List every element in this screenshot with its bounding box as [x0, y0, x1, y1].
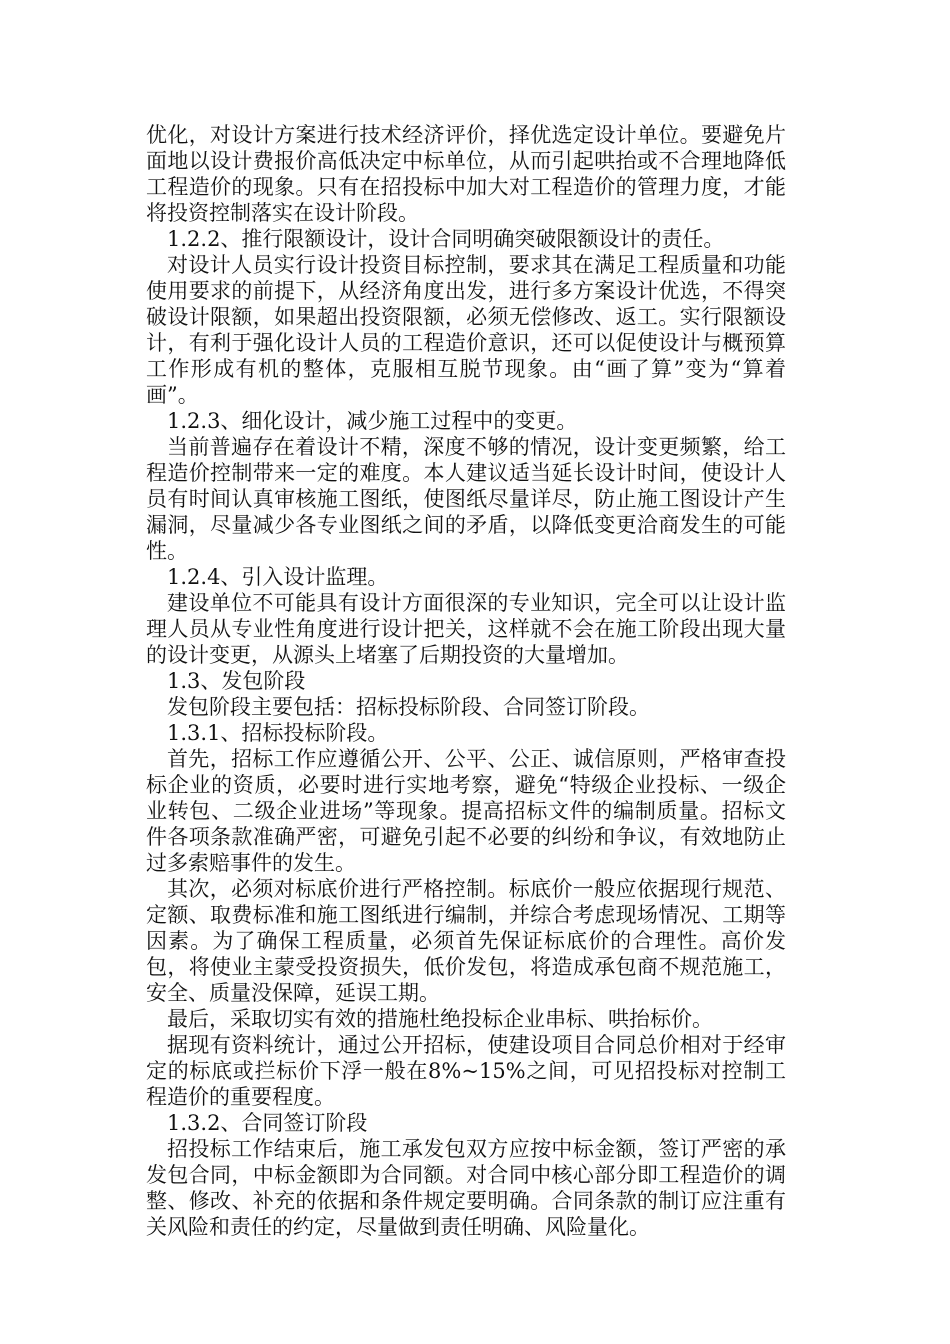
paragraph-bidding-first: 首先，招标工作应遵循公开、公平、公正、诚信原则，严格审查投标企业的资质，必要时进行实地考察，避免“特级企业投标、一级企业转包、二级企业进场”等现象。提高招标文件的编制质量。招标文件各项条款准确严密，可避免引起不必要的纠纷和争议，有效地防止过多索赔事件的发生。	[146, 747, 786, 875]
paragraph-statistics: 据现有资料统计，通过公开招标，使建设项目合同总价相对于经审定的标底或拦标价下浮一般在8%~15%之间，可见招投标对控制工程造价的重要程度。	[146, 1033, 786, 1109]
paragraph-bidding-last: 最后，采取切实有效的措施杜绝投标企业串标、哄抬标价。	[167, 1007, 713, 1031]
paragraph-detailed-design: 当前普遍存在着设计不精，深度不够的情况，设计变更频繁，给工程造价控制带来一定的难度。本人建议适当延长设计时间，使设计人员有时间认真审核施工图纸，使图纸尽量详尽，防止施工图设计产生漏洞，尽量减少各专业图纸之间的矛盾，以降低变更洽商发生的可能性。	[146, 435, 786, 563]
heading-1-2-2: 1.2.2、推行限额设计，设计合同明确突破限额设计的责任。	[167, 227, 725, 251]
heading-1-2-3: 1.2.3、细化设计，减少施工过程中的变更。	[167, 409, 578, 433]
paragraph-limit-design: 对设计人员实行设计投资目标控制，要求其在满足工程质量和功能使用要求的前提下，从经济角度出发，进行多方案设计优选，不得突破设计限额，如果超出投资限额，必须无偿修改、返工。实行限额设计，有利于强化设计人员的工程造价意识，还可以促使设计与概预算工作形成有机的整体，克服相互脱节现象。由“画了算”变为“算着画”。	[146, 253, 786, 407]
paragraph-contract-signing: 招投标工作结束后，施工承发包双方应按中标金额，签订严密的承发包合同，中标金额即为合同额。对合同中核心部分即工程造价的调整、修改、补充的依据和条件规定要明确。合同条款的制订应注重有关风险和责任的约定，尽量做到责任明确、风险量化。	[146, 1137, 786, 1239]
heading-1-3-2: 1.3.2、合同签订阶段	[167, 1111, 368, 1135]
heading-1-3: 1.3、发包阶段	[167, 669, 306, 693]
document-page	[146, 122, 786, 1240]
paragraph-bidding-second: 其次，必须对标底价进行严格控制。标底价一般应依据现行规范、定额、取费标准和施工图纸进行编制，并综合考虑现场情况、工期等因素。为了确保工程质量，必须首先保证标底价的合理性。高价发包，将使业主蒙受投资损失，低价发包，将造成承包商不规范施工，安全、质量没保障，延误工期。	[146, 877, 786, 1005]
heading-1-2-4: 1.2.4、引入设计监理。	[167, 565, 389, 589]
paragraph-design-supervision: 建设单位不可能具有设计方面很深的专业知识，完全可以让设计监理人员从专业性角度进行设计把关，这样就不会在施工阶段出现大量的设计变更，从源头上堵塞了后期投资的大量增加。	[146, 591, 786, 667]
heading-1-3-1: 1.3.1、招标投标阶段。	[167, 721, 389, 745]
paragraph-design-optimization: 优化，对设计方案进行技术经济评价，择优选定设计单位。要避免片面地以设计费报价高低决定中标单位，从而引起哄抬或不合理地降低工程造价的现象。只有在招投标中加大对工程造价的管理力度，才能将投资控制落实在设计阶段。	[146, 123, 786, 225]
paragraph-contracting-stage: 发包阶段主要包括：招标投标阶段、合同签订阶段。	[167, 695, 650, 719]
